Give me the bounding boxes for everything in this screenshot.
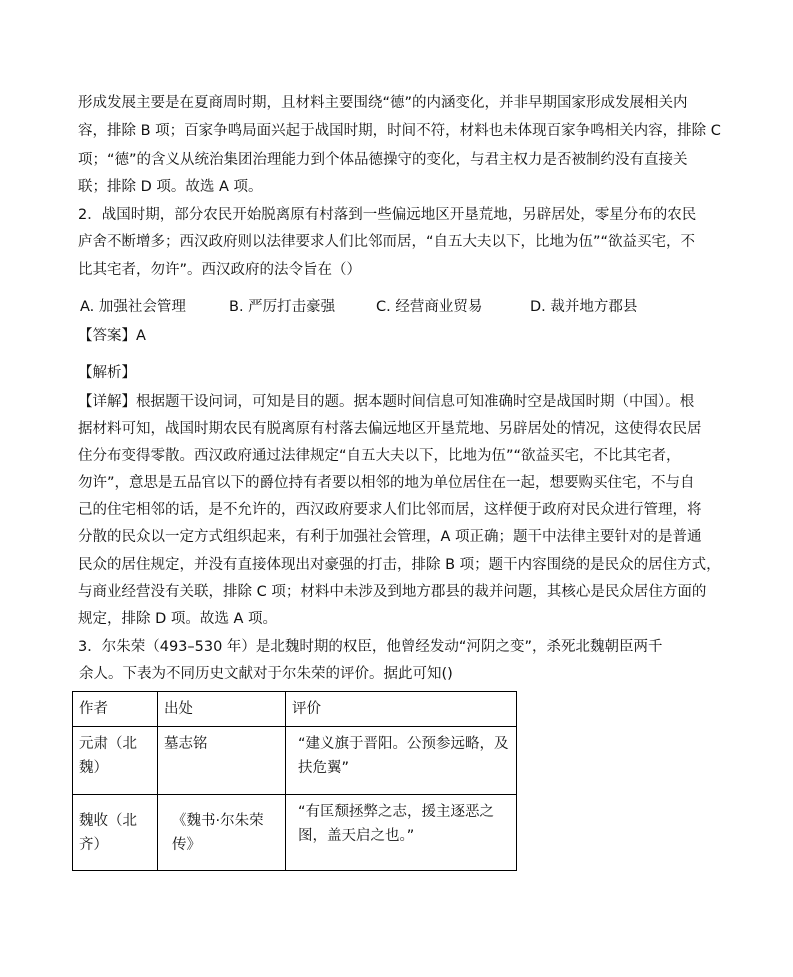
table-header-cell: 评价 (286, 692, 517, 727)
explanation-line: 规定，排除 D 项。故选 A 项。 (78, 611, 278, 627)
evaluation-table (72, 691, 517, 871)
explanation-line: 己的住宅相邻的话，是不允许的，西汉政府要求人们比邻而居，这样便于政府对民众进行管理，将 (78, 502, 702, 518)
text-line: 联；排除 D 项。故选 A 项。 (78, 179, 263, 195)
table-header-row (73, 692, 517, 727)
question-stem-line: 庐舍不断增多；西汉政府则以法律要求人们比邻而居，“自五大夫以下，比地为伍”“欲益买宅，不 (78, 234, 696, 250)
table-cell: “建义旗于晋阳。公预参远略，及扶危翼” (286, 727, 517, 795)
table-cell: 元肃（北魏） (73, 727, 158, 795)
option-a: A. 加强社会管理 (80, 299, 186, 315)
table-header-cell: 出处 (158, 692, 286, 727)
table-cell: “有匡颓拯弊之志，援主逐恶之图，盖天启之也。” (286, 795, 517, 871)
table-cell: 墓志铭 (158, 727, 286, 795)
question-stem-line: 2．战国时期，部分农民开始脱离原有村落到一些偏远地区开垦荒地，另辟居处，零星分布的农民 (78, 207, 697, 223)
table-cell: 魏收（北齐） (73, 795, 158, 871)
table-cell: 《魏书·尔朱荣传》 (158, 795, 286, 871)
question-stem-line: 余人。下表为不同历史文献对于尔朱荣的评价。据此可知() (79, 666, 453, 682)
explanation-line: 分散的民众以一定方式组织起来，有利于加强社会管理，A 项正确；题干中法律主要针对的是普通 (78, 529, 702, 545)
answer-label: 【答案】A (78, 328, 146, 344)
explanation-line: 据材料可知，战国时期农民有脱离原有村落去偏远地区开垦荒地、另辟居处的情况，这使得农民居 (78, 421, 702, 437)
table-row (73, 795, 517, 871)
explanation-line: 住分布变得零散。西汉政府通过法律规定“自五大夫以下，比地为伍”“欲益买宅，不比其宅者， (78, 448, 681, 464)
option-b: B. 严厉打击豪强 (229, 299, 336, 315)
option-d: D. 裁并地方郡县 (530, 299, 638, 315)
explanation-line: 民众的居住规定，并没有直接体现出对豪强的打击，排除 B 项；题干内容围绕的是民众的居住方式， (78, 557, 721, 573)
explanation-line: 与商业经营没有关联，排除 C 项；材料中未涉及到地方郡县的裁并问题，其核心是民众居住方面的 (78, 584, 707, 600)
option-c: C. 经营商业贸易 (376, 299, 483, 315)
text-line: 项；“德”的含义从统治集团治理能力到个体品德操守的变化，与君主权力是否被制约没有直接关 (78, 152, 688, 168)
explanation-line: 勿许”，意思是五品官以下的爵位持有者要以相邻的地为单位居住在一起，想要购买住宅，不与自 (78, 475, 695, 491)
text-line: 容，排除 B 项；百家争鸣局面兴起于战国时期，时间不符，材料也未体现百家争鸣相关内容，排除 C (78, 123, 721, 139)
question-stem-line: 比其宅者，勿许”。西汉政府的法令旨在（） (78, 262, 362, 278)
text-line: 形成发展主要是在夏商周时期，且材料主要围绕“德”的内涵变化，并非早期国家形成发展相关内 (78, 95, 688, 111)
question-stem-line: 3．尔朱荣（493–530 年）是北魏时期的权臣，他曾经发动“河阴之变”，杀死北魏朝臣两千 (78, 639, 663, 655)
table-header-cell: 作者 (73, 692, 158, 727)
table-row (73, 727, 517, 795)
explanation-line: 【详解】根据题干设问词，可知是目的题。据本题时间信息可知准确时空是战国时期（中国）。根 (78, 394, 695, 410)
analysis-heading: 【解析】 (78, 365, 136, 381)
